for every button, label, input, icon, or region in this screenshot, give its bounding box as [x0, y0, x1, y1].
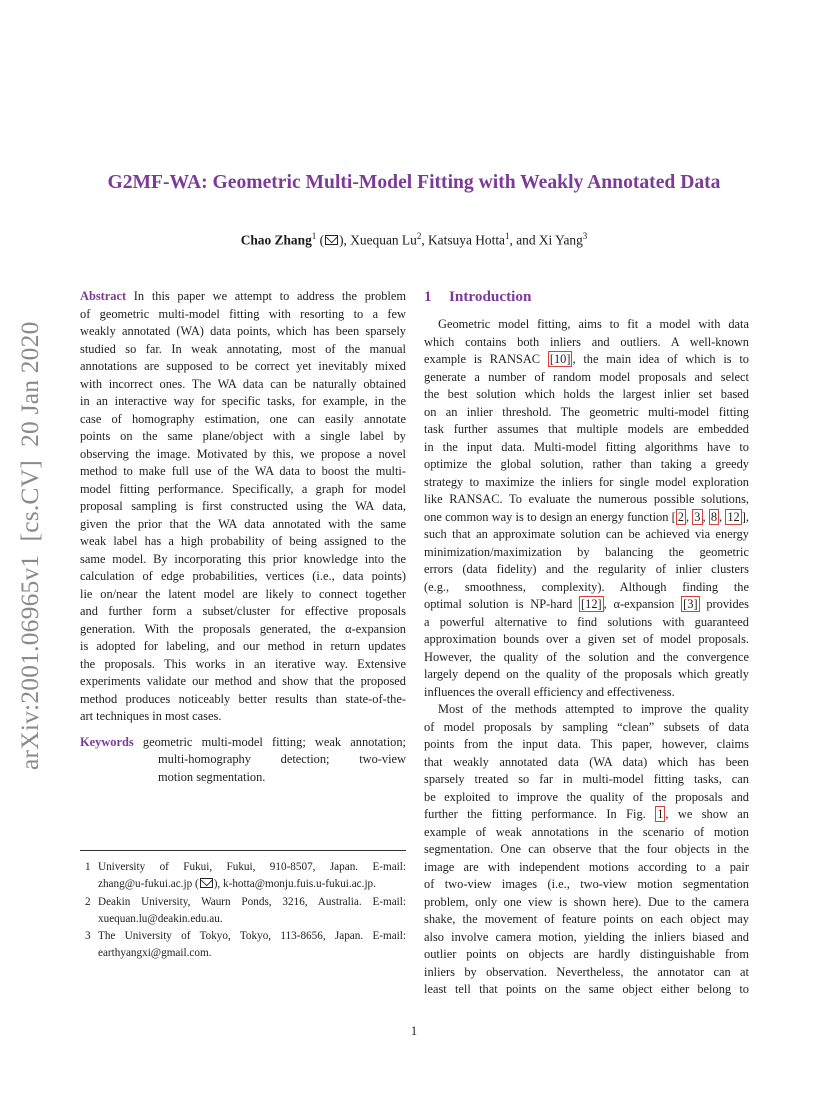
- affiliation-mark: 2: [416, 231, 422, 241]
- paren: ),: [339, 232, 351, 248]
- abstract-line: [80, 288, 406, 306]
- body-line: [424, 596, 749, 614]
- body-line: approximation bounds over a given set of model proposals.: [424, 632, 749, 646]
- keywords-text: geometric multi-model fitting; weak annotation;: [133, 734, 406, 749]
- abstract-line: proposal sampling is first constructed using the WA data,: [80, 499, 406, 513]
- footnote-3: [80, 928, 406, 963]
- author-1-name: Chao Zhang: [240, 232, 312, 248]
- citation-link[interactable]: [10]: [549, 352, 571, 366]
- body-line: be exploited to improve the quality of the proposals and: [424, 789, 749, 804]
- body-line: [424, 806, 749, 824]
- abstract-line: art techniques in most cases.: [80, 709, 222, 723]
- body-line: of model proposals by sampling “clean” subsets of data: [424, 719, 749, 734]
- body-line: task further assumes that multiple models are embedded: [424, 422, 749, 436]
- abstract-line: generation. With the proposals generated, the α-expansion: [80, 621, 406, 636]
- figure-link[interactable]: 1: [657, 807, 664, 821]
- citation-link[interactable]: [3]: [683, 597, 698, 611]
- citation-link[interactable]: 8: [710, 509, 718, 524]
- body-line: in the input data. Multi-model fitting algorithms have to: [424, 439, 749, 454]
- body-line: optimize the global solution, rather than taking a greedy: [424, 457, 749, 471]
- footnote-number: 1: [85, 861, 91, 873]
- footnote-line: earthyangxi@gmail.com.: [98, 947, 212, 960]
- body-line: problem, only one view is shown here). Due to the camera: [424, 894, 749, 909]
- author-4-name: Xi Yang: [538, 232, 583, 248]
- body-line: example of weak annotations in the scenario of motion: [424, 824, 749, 839]
- body-line: which contains both inliers and outliers. A well-known: [424, 334, 749, 349]
- abstract-line: annotations are supposed to be correct yet inevitably mixed: [80, 359, 406, 373]
- body-line: also involve camera motion, yielding the inliers biased and: [424, 929, 749, 944]
- citation-link[interactable]: 3: [694, 509, 701, 524]
- body-line: (e.g., smoothness, complexity). Although finding the: [424, 579, 749, 594]
- body-line: generate a number of random model proposals and select: [424, 369, 749, 384]
- author-2-name: Xuequan Lu: [350, 232, 417, 248]
- citation-link[interactable]: [12]: [581, 597, 602, 611]
- abstract-line: weak label has a high probability of being assigned to the: [80, 534, 406, 548]
- keywords-line: motion segmentation.: [158, 769, 266, 784]
- abstract-line: of geometric multi-model fitting with resorting to a few: [80, 306, 406, 321]
- abstract-line: with incorrect ones. The WA data can be naturally obtained: [80, 376, 406, 391]
- body-line: inliers by observation. Nevertheless, the annotator can at: [424, 964, 749, 979]
- body-text: example is RANSAC: [424, 352, 548, 366]
- body-line: Geometric model fitting, aims to fit a model with data: [438, 317, 749, 331]
- body-text: , the main idea of which is to: [572, 352, 749, 366]
- body-line: such that an approximate solution can be achieved via energy: [424, 527, 749, 541]
- body-line: least tell that points on the same object either belong to: [424, 982, 749, 996]
- footnote-line: [98, 876, 406, 893]
- body-line: [424, 351, 749, 369]
- paper-title: G2MF-WA: Geometric Multi-Model Fitting with Weakly Annotated Data: [107, 172, 721, 193]
- body-line: a powerful alternative to find solutions with guaranteed: [424, 614, 749, 629]
- body-line: of two-view images (i.e., two-view motion segmentation: [424, 877, 749, 891]
- abstract-line: case of homography estimation, one can easily annotate: [80, 411, 406, 426]
- body-line: on an inlier threshold. The geometric multi-model fitting: [424, 404, 749, 419]
- citation-link[interactable]: 12: [727, 509, 740, 524]
- body-line: errors (data fidelity) and the regularity of inlier clusters: [424, 562, 749, 576]
- affiliation-mark: 3: [582, 231, 588, 241]
- body-line: points from the input data. This paper, however, claims: [424, 737, 749, 751]
- bracket: ]: [741, 509, 746, 524]
- abstract-line: model fitting performance. Specifically, a graph for model: [80, 481, 406, 496]
- abstract-line: observing the image. Motivated by this, we propose a novel: [80, 446, 406, 461]
- body-line: the best solution which holds the largest inlier set based: [424, 387, 749, 401]
- abstract-line: the proposals. This works in an iterative way. Extensive: [80, 656, 406, 671]
- section-number: 1: [424, 288, 432, 305]
- email: ), k-hotta@monju.fuis.u-fukui.ac.jp.: [213, 878, 376, 891]
- bracket: [: [671, 509, 676, 524]
- footnotes: [80, 859, 406, 963]
- keywords-line: [80, 734, 406, 752]
- body-text: further the fitting performance. In Fig.: [424, 807, 656, 821]
- separator: ,: [702, 509, 709, 524]
- body-line: sparsely treated so far in multi-model fitting tasks, can: [424, 772, 749, 786]
- body-text: one common way is to design an energy function: [424, 509, 672, 524]
- separator: ,: [719, 509, 726, 524]
- separator: ,: [685, 509, 693, 524]
- body-line: influences the overall efficiency and effectiveness.: [424, 684, 675, 699]
- section-heading: [424, 288, 749, 316]
- abstract-line: weakly annotated (WA) data points, which has been sparsely: [80, 324, 406, 338]
- abstract-line: lie on/near the latent model are likely to connect together: [80, 586, 406, 601]
- abstract-line: studied so far. In weak annotating, most of the manual: [80, 341, 406, 356]
- abstract-line: method produces noticeably better results than state-of-the-: [80, 691, 406, 706]
- body-text: provides: [699, 597, 749, 611]
- body-line: like RANSAC. To evaluate the numerous possible solutions,: [424, 492, 749, 506]
- abstract-line: is adopted for labeling, and our method in return updates: [80, 639, 406, 653]
- footnote-line: Deakin University, Waurn Ponds, 3216, Australia. E-mail:: [98, 895, 406, 908]
- abstract-line: and further form a subset/cluster for effective proposals: [80, 604, 406, 618]
- abstract-line: method to make full use of the WA data to boost the multi-: [80, 464, 406, 478]
- footnote-number: 2: [85, 895, 91, 908]
- paren: (: [319, 232, 325, 248]
- footnote-rule: [80, 850, 406, 851]
- body-text: optimal solution is NP-hard: [424, 597, 580, 611]
- affiliation-mark: 1: [505, 231, 510, 241]
- body-line: strategy to maximize the inliers for single model exploration: [424, 474, 749, 489]
- author-list: [0, 231, 828, 248]
- abstract-line: calculation of edge probabilities, vertices (i.e., data points): [80, 569, 406, 583]
- body-text: , we show an: [665, 807, 749, 821]
- keywords-label: Keywords: [80, 734, 134, 749]
- body-line: that weakly annotated data (WA data) which has been: [424, 754, 749, 769]
- abstract-line: given the prior that the WA data annotated with the same: [80, 516, 406, 531]
- page-number: 1: [410, 1024, 418, 1038]
- body-text: ,: [745, 509, 749, 524]
- footnote-1: [80, 859, 406, 894]
- body-line: shake, the movement of feature points on each object may: [424, 912, 749, 926]
- body-line: [424, 509, 749, 527]
- separator: ,: [421, 232, 429, 248]
- email: zhang@u-fukui.ac.jp (: [98, 878, 199, 891]
- abstract-text: In this paper we attempt to address the problem: [126, 289, 406, 303]
- footnote-2: [80, 894, 406, 929]
- body-text: , α-expansion: [603, 597, 682, 611]
- abstract-section: [80, 288, 406, 786]
- body-line: minimization/maximization by balancing the geometric: [424, 544, 749, 559]
- footnote-line: The University of Tokyo, Tokyo, 113-8656, Japan. E-mail:: [98, 930, 406, 943]
- citation-link[interactable]: 2: [677, 509, 684, 524]
- arxiv-identifier: arXiv:2001.06965v1 [cs.CV] 20 Jan 2020: [15, 321, 44, 770]
- body-line: largely depend on the quality of the proposals which greatly: [424, 667, 749, 681]
- abstract-line: same model. By incorporating this prior knowledge into the: [80, 551, 406, 566]
- abstract-line: in an interactive way for specific tasks, for example, in the: [80, 394, 406, 408]
- keywords-line: multi-homography detection; two-view: [158, 752, 406, 766]
- footnote-line: xuequan.lu@deakin.edu.au.: [98, 912, 223, 925]
- abstract-line: points on the same plane/object with a single label by: [80, 429, 406, 443]
- author-3-name: Katsuya Hotta: [428, 232, 505, 248]
- abstract-label: Abstract: [80, 289, 127, 303]
- abstract-line: experiments validate our method and show that the proposed: [80, 674, 406, 688]
- envelope-icon: [325, 235, 338, 245]
- separator: , and: [509, 232, 539, 248]
- body-line: However, the quality of the solution and the convergence: [424, 649, 749, 664]
- introduction-section: [424, 288, 749, 999]
- body-line: segmentation. One can observe that the four objects in the: [424, 842, 749, 856]
- body-line: Most of the methods attempted to improve the quality: [438, 702, 749, 716]
- affiliation-mark: 1: [311, 231, 317, 241]
- section-title: Introduction: [449, 288, 532, 305]
- body-line: outlier points on objects are hardly distinguishable from: [424, 947, 749, 961]
- envelope-icon: [200, 878, 213, 888]
- footnote-number: 3: [85, 930, 91, 943]
- footnote-line: University of Fukui, Fukui, 910-8507, Japan. E-mail:: [98, 861, 406, 873]
- body-line: image are with independent motions according to a pair: [424, 859, 749, 874]
